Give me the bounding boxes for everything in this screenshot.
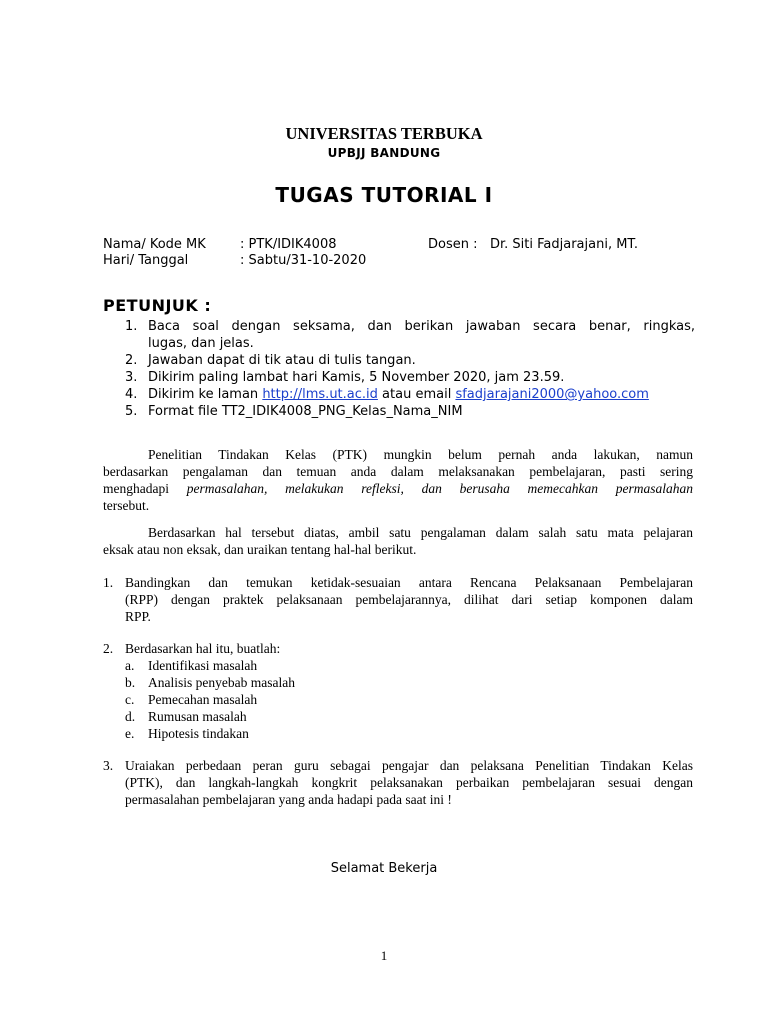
instruction-text: lugas, dan jelas. (148, 336, 254, 351)
instructions-title: PETUNJUK : (103, 296, 212, 315)
question-3 (103, 757, 693, 808)
email-link[interactable]: sfadjarajani2000@yahoo.com (455, 387, 649, 402)
paragraph-line: Penelitian Tindakan Kelas (PTK) mungkin belum pernah anda lakukan, namun (148, 447, 693, 462)
page-number: 1 (380, 948, 388, 963)
paragraph-line: eksak atau non eksak, dan uraikan tentang hal-hal berikut. (103, 542, 417, 557)
date-value: : Sabtu/31-10-2020 (240, 253, 367, 268)
university-name: UNIVERSITAS TERBUKA (285, 124, 483, 143)
instruction-item: 3. Dikirim paling lambat hari Kamis, 5 November 2020, jam 23.59. (125, 370, 565, 385)
question-2 (103, 640, 693, 742)
question-text: Berdasarkan hal itu, buatlah: (125, 641, 281, 656)
lecturer-value: Dr. Siti Fadjarajani, MT. (490, 237, 638, 252)
instruction-text: Dikirim paling lambat hari Kamis, 5 November 2020, jam 23.59. (148, 370, 565, 385)
instruction-item: 1. Baca soal dengan seksama, dan berikan jawaban secara benar, ringkas, lugas, dan jelas. (125, 319, 695, 351)
unit-name: UPBJJ BANDUNG (327, 146, 441, 160)
date-label: Hari/ Tanggal (103, 253, 189, 268)
paragraph-line: menghadapi (103, 481, 169, 496)
question-text: (PTK), dan langkah-langkah kongkrit pelaksanakan perbaikan pembelajaran sesuai dengan (125, 775, 693, 790)
closing-text: Selamat Bekerja (330, 861, 438, 876)
instruction-item: 5. Format file TT2_IDIK4008_PNG_Kelas_Nama_NIM (125, 404, 463, 419)
question-text: permasalahan pembelajaran yang anda hadapi pada saat ini ! (125, 792, 452, 807)
instructions-list (103, 318, 695, 420)
paragraph-line: berdasarkan pengalaman dan temuan anda dalam melaksanakan pembelajaran, pasti sering (103, 464, 693, 479)
sub-item: e. Hipotesis tindakan (125, 726, 249, 741)
sub-item: b. Analisis penyebab masalah (125, 675, 295, 690)
course-value: : PTK/IDIK4008 (240, 237, 337, 252)
paragraph-italic: permasalahan, melakukan refleksi, dan berusaha memecahkan permasalahan (186, 481, 693, 496)
sub-list (125, 657, 693, 742)
question-text: Uraiakan perbedaan peran guru sebagai pengajar dan pelaksana Penelitian Tindakan Kelas (125, 758, 693, 773)
sub-item: a. Identifikasi masalah (125, 658, 258, 673)
question-number: 2. (103, 641, 114, 656)
instruction-text: Jawaban dapat di tik atau di tulis tangan. (148, 353, 416, 368)
sub-item: c. Pemecahan masalah (125, 692, 258, 707)
paragraph-line: tersebut. (103, 498, 150, 513)
lecturer-label: Dosen : (428, 237, 478, 252)
lms-link[interactable]: http://lms.ut.ac.id (262, 387, 378, 402)
instruction-item: 4. Dikirim ke laman http://lms.ut.ac.id atau email sfadjarajani2000@yahoo.com (125, 387, 649, 402)
instruction-text: Baca soal dengan seksama, dan berikan jawaban secara benar, ringkas, (148, 319, 695, 334)
sub-item: d. Rumusan masalah (125, 709, 247, 724)
instruction-text: Format file TT2_IDIK4008_PNG_Kelas_Nama_NIM (148, 404, 463, 419)
question-text: (RPP) dengan praktek pelaksanaan pembelajarannya, dilihat dari setiap komponen dalam (125, 592, 693, 607)
task-paragraph (103, 524, 693, 558)
question-text: Bandingkan dan temukan ketidak-sesuaian antara Rencana Pelaksanaan Pembelajaran (125, 575, 693, 590)
question-number: 1. (103, 575, 114, 590)
instruction-item: 2. Jawaban dapat di tik atau di tulis tangan. (125, 353, 416, 368)
question-1 (103, 574, 693, 625)
instruction-text: Dikirim ke laman (148, 387, 259, 402)
question-text: RPP. (125, 609, 151, 624)
paragraph-line: Berdasarkan hal tersebut diatas, ambil satu pengalaman dalam salah satu mata pelajaran (148, 525, 693, 540)
document-title: TUGAS TUTORIAL I (275, 183, 493, 207)
question-number: 3. (103, 758, 114, 773)
instruction-text: atau email (382, 387, 452, 402)
intro-paragraph (103, 446, 693, 514)
course-label: Nama/ Kode MK (103, 237, 206, 252)
